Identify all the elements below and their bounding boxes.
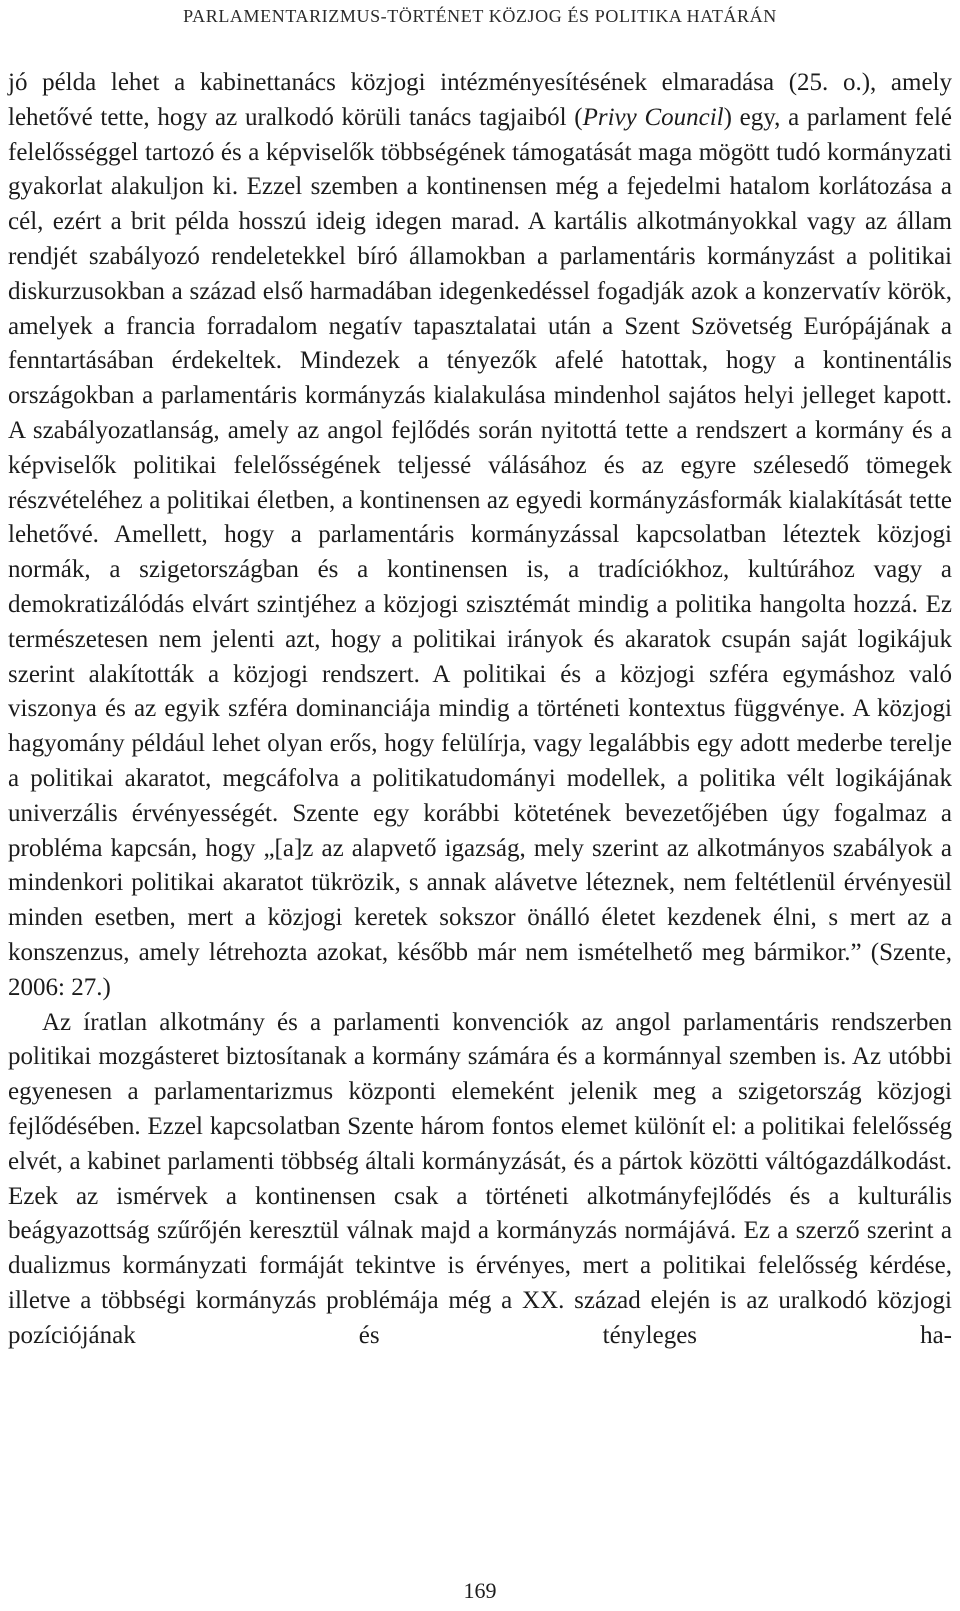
- paragraph-1-italic-term: Privy Council: [582, 103, 724, 131]
- paragraph-1: [8, 66, 952, 1006]
- page-number: 169: [463, 1578, 497, 1603]
- body-text: [8, 66, 952, 1353]
- paragraph-1-text-a: jó példa lehet a kabinettanács közjogi intézményesítésének elmaradása (25. o.), amely lehetővé tette, hogy az uralkodó körüli tanács tagjaiból (: [8, 69, 952, 131]
- paragraph-1-text-b: ) egy, a parlament felé felelősséggel tartozó és a képviselők többségének támogatását maga mögött tudó kormányzati gyakorlat alakuljon ki. Ezzel szemben a kontinensen még a fejedelmi hatalom korlátozása a cél, ezért a brit példa hosszú ideig idegen marad. A kartális alkotmányokkal vagy az állam rendjét szabályozó rendeletekkel bíró államokban a parlamentáris kormányzást a politikai diskurzusokban a század első harmadában idegenkedéssel fogadják azok a konzervatív körök, amelyek a francia forradalom negatív tapasztalatai után a Szent Szövetség Európájának a fenntartásában érdekeltek. Mindezek a tényezők afelé hatottak, hogy a kontinentális országokban a parlamentáris kormányzás kialakulása mindenhol sajátos helyi jelleget kapott. A szabályozatlanság, amely az angol fejlődés során nyitottá tette a rendszert a kormány és a képviselők politikai felelősségének teljessé válásához és az egyre szélesedő tömegek részvételéhez a politikai életben, a kontinensen az egyedi kormányzásformák kialakítását tette lehetővé. Amellett, hogy a parlamentáris kormányzással kapcsolatban léteztek közjogi normák, a szigetországban és a kontinensen is, a tradíciókhoz, kultúrához vagy a demokratizálódás elvárt szintjéhez a közjogi szisztémát mindig a politika hangolta hozzá. Ez természetesen nem jelenti azt, hogy a politikai irányok és akaratok csupán saját logikájuk szerint alakították a közjogi rendszert. A politikai és a közjogi szféra egymáshoz való viszonya és az egyik szféra dominanciája mindig a történeti kontextus függvénye. A közjogi hagyomány például lehet olyan erős, hogy felülírja, vagy legalábbis egy adott mederbe terelje a politikai akaratot, megcáfolva a politikatudományi modellek, a politika vélt logikájának univerzális érvényességét. Szente egy korábbi kötetének bevezetőjében úgy fogalmaz a probléma kapcsán, hogy „[a]z az alapvető igazság, mely szerint az alkotmányos szabályok a mindenkori politikai akaratot tükrözik, s annak alávetve léteznek, nem feltétlenül érvényesül minden esetben, mert a közjogi keretek sokszor önálló életet kezdenek élni, s mert az a konszenzus, amely létrehozta azokat, később már nem ismételhető meg bármikor.” (Szente, 2006: 27.): [8, 103, 952, 1001]
- running-head: PARLAMENTARIZMUS-TÖRTÉNET KÖZJOG ÉS POLITIKA HATÁRÁN: [183, 6, 777, 26]
- paragraph-2: Az íratlan alkotmány és a parlamenti konvenciók az angol parlamentáris rendszerben politikai mozgásteret biztosítanak a kormány számára és a kormánnyal szemben is. Az utóbbi egyenesen a parlamentarizmus központi elemeként jelenik meg a szigetország közjogi fejlődésében. Ezzel kapcsolatban Szente három fontos elemet különít el: a politikai felelősség elvét, a kabinet parlamenti többség általi kormányzását, és a pártok közötti váltógazdálkodást. Ezek az ismérvek a kontinensen csak a történeti alkotmányfejlődés és a kulturális beágyazottság szűrőjén keresztül válnak majd a kormányzás normájává. Ez a szerző szerint a dualizmus kormányzati formáját tekintve is érvényes, mert a politikai felelősség kérdése, illetve a többségi kormányzás problémája még a XX. század elején is az uralkodó közjogi pozíciójának és tényleges ha-: [8, 1008, 952, 1349]
